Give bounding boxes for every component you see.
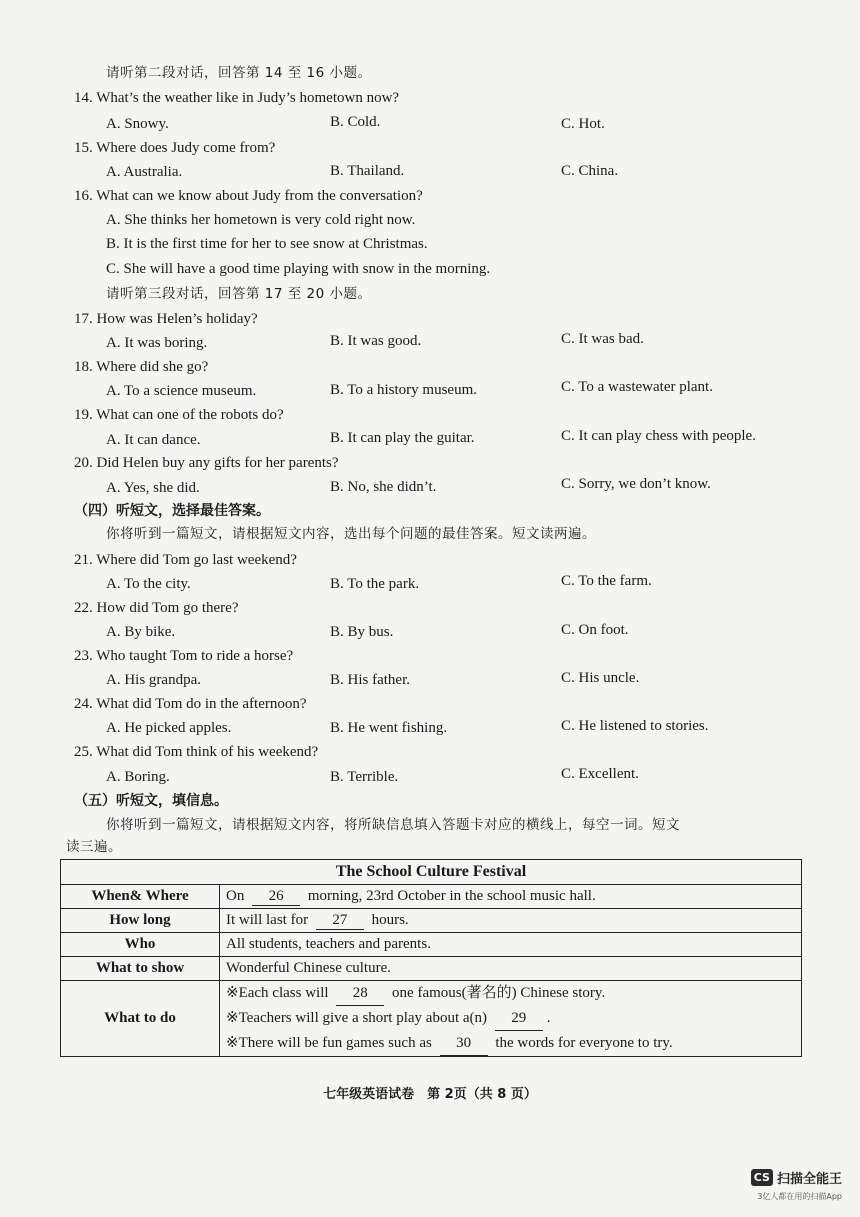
option-a: A. Australia. (106, 164, 183, 180)
option-a: A. To the city. (106, 576, 191, 592)
option-a: A. Snowy. (106, 116, 169, 132)
option-a: A. His grandpa. (106, 672, 201, 688)
scanner-watermark (751, 1167, 842, 1202)
option-c: C. He listened to stories. (561, 718, 709, 734)
question-text: 17. How was Helen’s holiday? (74, 311, 258, 327)
part-instruction: 你将听到一篇短文，请根据短文内容，选出每个问题的最佳答案。短文读两遍。 (106, 526, 596, 542)
question-text: 22. How did Tom go there? (74, 600, 239, 616)
option-b: B. It is the first time for her to see snow at Christmas. (106, 236, 428, 252)
cs-logo-icon: CS (751, 1169, 773, 1186)
option-a: A. By bike. (106, 624, 176, 640)
question-text: 16. What can we know about Judy from the conversation? (74, 188, 423, 204)
option-c: C. To a wastewater plant. (561, 379, 713, 395)
row-value: On 26 morning, 23rd October in the school music hall. (220, 885, 802, 909)
option-b: B. He went fishing. (330, 720, 448, 736)
table-title: The School Culture Festival (61, 860, 802, 885)
answer-blank-26[interactable]: 26 (252, 888, 300, 906)
row-label: What to show (61, 957, 220, 981)
option-b: B. No, she didn’t. (330, 479, 437, 495)
part-title: （五）听短文，填信息。 (74, 793, 228, 809)
watermark-subtitle: 3亿人都在用的扫描App (757, 1192, 842, 1201)
question-text: 24. What did Tom do in the afternoon? (74, 696, 307, 712)
option-b: B. Thailand. (330, 163, 405, 179)
question-text: 20. Did Helen buy any gifts for her parents? (74, 455, 339, 471)
option-c: C. It was bad. (561, 331, 644, 347)
question-text: 15. Where does Judy come from? (74, 140, 276, 156)
question-text: 14. What’s the weather like in Judy’s hometown now? (74, 90, 400, 106)
option-a: A. He picked apples. (106, 720, 232, 736)
row-value: All students, teachers and parents. (220, 933, 802, 957)
option-c: C. Hot. (561, 116, 605, 132)
question-text: 23. Who taught Tom to ride a horse? (74, 648, 294, 664)
option-c: C. His uncle. (561, 670, 640, 686)
option-b: B. Terrible. (330, 769, 399, 785)
option-a: A. Boring. (106, 769, 170, 785)
option-a: A. It was boring. (106, 335, 208, 351)
option-b: B. To a history museum. (330, 382, 478, 398)
table-row (61, 957, 802, 981)
row-label: When& Where (61, 885, 220, 909)
table-row (61, 933, 802, 957)
part-instruction: 你将听到一篇短文，请根据短文内容，将所缺信息填入答题卡对应的横线上，每空一词。短文 (106, 817, 680, 833)
todo-line: ※Teachers will give a short play about a(n) 29 . (226, 1006, 795, 1031)
option-c: C. Excellent. (561, 766, 639, 782)
page-footer: 七年级英语试卷 第 2页（共 8 页） (323, 1087, 537, 1102)
festival-info-table (60, 859, 802, 1057)
option-c: C. China. (561, 163, 619, 179)
option-c: C. She will have a good time playing with snow in the morning. (106, 261, 491, 277)
option-a: A. Yes, she did. (106, 480, 200, 496)
answer-blank-29[interactable]: 29 (495, 1006, 543, 1031)
question-text: 18. Where did she go? (74, 359, 209, 375)
option-b: B. It was good. (330, 333, 422, 349)
answer-blank-30[interactable]: 30 (440, 1031, 488, 1056)
option-b: B. Cold. (330, 114, 381, 130)
row-value: It will last for 27 hours. (220, 909, 802, 933)
question-text: 21. Where did Tom go last weekend? (74, 552, 297, 568)
option-c: C. Sorry, we don’t know. (561, 476, 711, 492)
row-label: How long (61, 909, 220, 933)
todo-line: ※There will be fun games such as 30 the words for everyone to try. (226, 1031, 795, 1056)
option-a: A. It can dance. (106, 432, 201, 448)
table-row (61, 885, 802, 909)
option-c: C. To the farm. (561, 573, 652, 589)
option-b: B. His father. (330, 672, 410, 688)
todo-line: ※Each class will 28 one famous(著名的) Chinese story. (226, 981, 795, 1006)
table-row (61, 981, 802, 1057)
option-b: B. By bus. (330, 624, 394, 640)
question-text: 25. What did Tom think of his weekend? (74, 744, 319, 760)
part-title: （四）听短文，选择最佳答案。 (74, 503, 270, 519)
option-c: C. On foot. (561, 622, 629, 638)
option-b: B. To the park. (330, 576, 420, 592)
section-instruction: 请听第三段对话，回答第 17 至 20 小题。 (106, 286, 372, 302)
table-row (61, 909, 802, 933)
answer-blank-27[interactable]: 27 (316, 912, 364, 930)
row-label: Who (61, 933, 220, 957)
row-value: Wonderful Chinese culture. (220, 957, 802, 981)
row-label: What to do (61, 981, 220, 1057)
part-instruction: 读三遍。 (66, 839, 122, 855)
option-b: B. It can play the guitar. (330, 430, 475, 446)
section-instruction: 请听第二段对话，回答第 14 至 16 小题。 (106, 65, 372, 81)
row-value (220, 981, 802, 1057)
answer-blank-28[interactable]: 28 (336, 981, 384, 1006)
question-text: 19. What can one of the robots do? (74, 407, 284, 423)
option-a: A. She thinks her hometown is very cold right now. (106, 212, 416, 228)
option-a: A. To a science museum. (106, 383, 257, 399)
option-c: C. It can play chess with people. (561, 428, 756, 444)
watermark-brand: 扫描全能王 (776, 1172, 842, 1187)
